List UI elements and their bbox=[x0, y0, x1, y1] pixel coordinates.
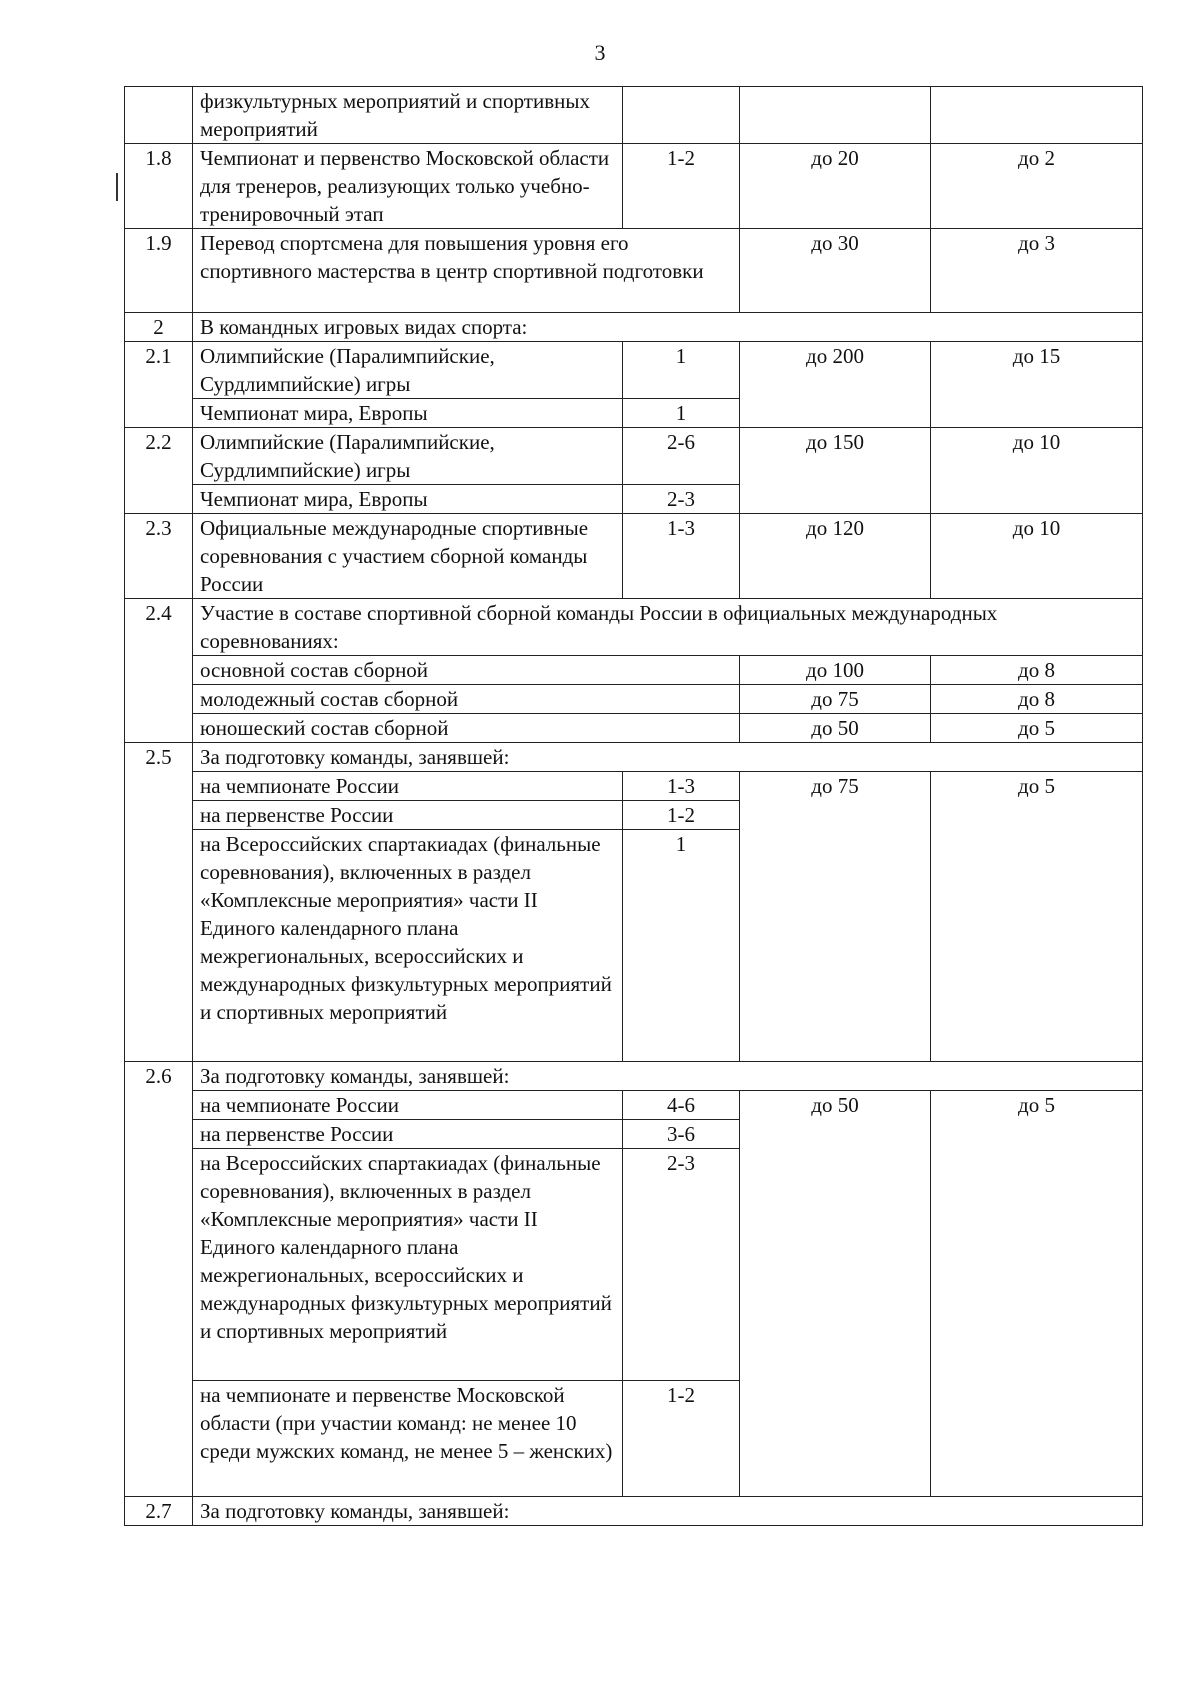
cell-place: 1-3 bbox=[623, 514, 740, 599]
cell-place: 1-3 bbox=[623, 772, 740, 801]
table-row bbox=[125, 599, 1143, 656]
row-number: 2.6 bbox=[125, 1062, 193, 1497]
cell-text: Официальные международные спортивные соревнования с участием сборной команды России bbox=[193, 514, 623, 599]
cell-text: За подготовку команды, занявшей: bbox=[193, 1062, 1143, 1091]
row-number: 2.5 bbox=[125, 743, 193, 1062]
cell-place: 1-2 bbox=[623, 801, 740, 830]
cell-text: основной состав сборной bbox=[193, 656, 740, 685]
table-row bbox=[125, 743, 1143, 772]
cell-text: на чемпионате России bbox=[193, 1091, 623, 1120]
cell-text: Чемпионат мира, Европы bbox=[193, 485, 623, 514]
cell-text: Перевод спортсмена для повышения уровня его спортивного мастерства в центр спортивной подготовки bbox=[193, 229, 740, 313]
cell-text: на первенстве России bbox=[193, 1120, 623, 1149]
cell-text: физкультурных мероприятий и спортивных мероприятий bbox=[193, 87, 623, 144]
cell-value-b: до 10 bbox=[931, 514, 1143, 599]
table-row bbox=[125, 428, 1143, 485]
cell-value-b: до 5 bbox=[931, 714, 1143, 743]
cell-value-b: до 10 bbox=[931, 428, 1143, 514]
cell-text: За подготовку команды, занявшей: bbox=[193, 1497, 1143, 1526]
cell-text: юношеский состав сборной bbox=[193, 714, 740, 743]
cell-value-a: до 150 bbox=[740, 428, 931, 514]
cell-text: на первенстве России bbox=[193, 801, 623, 830]
cell-value-b: до 5 bbox=[931, 1091, 1143, 1497]
cell-value-b: до 15 bbox=[931, 342, 1143, 428]
cell-value-a: до 200 bbox=[740, 342, 931, 428]
cell-text: Участие в составе спортивной сборной команды России в официальных международных соревнованиях: bbox=[193, 599, 1143, 656]
row-number: 2 bbox=[125, 313, 193, 342]
cell-text: на чемпионате и первенстве Московской области (при участии команд: не менее 10 среди мужских команд, не менее 5 – женских) bbox=[193, 1381, 623, 1497]
cell-text: молодежный состав сборной bbox=[193, 685, 740, 714]
row-number: 2.1 bbox=[125, 342, 193, 428]
row-number: 2.4 bbox=[125, 599, 193, 743]
cell-text: на Всероссийских спартакиадах (финальные соревнования), включенных в раздел «Комплексные мероприятия» части II Единого календарного плана межрегиональных, всероссийских и международных физкультурных мероприятий и спортивных мероприятий bbox=[193, 1149, 623, 1381]
cell-place: 1-2 bbox=[623, 1381, 740, 1497]
cell-value-a: до 50 bbox=[740, 714, 931, 743]
cell-place: 3-6 bbox=[623, 1120, 740, 1149]
cell-text: Чемпионат мира, Европы bbox=[193, 399, 623, 428]
cell-place: 2-6 bbox=[623, 428, 740, 485]
table-row bbox=[125, 656, 1143, 685]
cell-text: За подготовку команды, занявшей: bbox=[193, 743, 1143, 772]
cell-value-b: до 3 bbox=[931, 229, 1143, 313]
cell-value-b: до 5 bbox=[931, 772, 1143, 1062]
cell-value-b: до 2 bbox=[931, 144, 1143, 229]
cell-value-b: до 8 bbox=[931, 685, 1143, 714]
cell-place: 1 bbox=[623, 342, 740, 399]
row-number: 2.3 bbox=[125, 514, 193, 599]
table-row bbox=[125, 772, 1143, 801]
cell-value-a: до 50 bbox=[740, 1091, 931, 1497]
cell-text: Чемпионат и первенство Московской области для тренеров, реализующих только учебно-тренировочный этап bbox=[193, 144, 623, 229]
table-row bbox=[125, 1091, 1143, 1120]
cell-value-a: до 75 bbox=[740, 685, 931, 714]
table-row bbox=[125, 1062, 1143, 1091]
cell-place: 1 bbox=[623, 399, 740, 428]
cell-text: на чемпионате России bbox=[193, 772, 623, 801]
row-number: 2.2 bbox=[125, 428, 193, 514]
table-row bbox=[125, 714, 1143, 743]
cell-place: 1 bbox=[623, 830, 740, 1062]
cell-text: Олимпийские (Паралимпийские, Сурдлимпийские) игры bbox=[193, 428, 623, 485]
table-row bbox=[125, 87, 1143, 144]
table-row bbox=[125, 313, 1143, 342]
margin-mark bbox=[116, 173, 118, 201]
row-number: 1.9 bbox=[125, 229, 193, 313]
award-table bbox=[124, 86, 1143, 1526]
table-row bbox=[125, 144, 1143, 229]
cell-place: 1-2 bbox=[623, 144, 740, 229]
table-row bbox=[125, 229, 1143, 313]
cell-value-a: до 30 bbox=[740, 229, 931, 313]
cell-place: 2-3 bbox=[623, 1149, 740, 1381]
cell-value-a: до 100 bbox=[740, 656, 931, 685]
row-number: 1.8 bbox=[125, 144, 193, 229]
cell-value-a: до 120 bbox=[740, 514, 931, 599]
cell-text: Олимпийские (Паралимпийские, Сурдлимпийские) игры bbox=[193, 342, 623, 399]
table-row bbox=[125, 1497, 1143, 1526]
table-row bbox=[125, 685, 1143, 714]
cell-text: на Всероссийских спартакиадах (финальные соревнования), включенных в раздел «Комплексные мероприятия» части II Единого календарного плана межрегиональных, всероссийских и международных физкультурных мероприятий и спортивных мероприятий bbox=[193, 830, 623, 1062]
cell-place: 4-6 bbox=[623, 1091, 740, 1120]
table-row bbox=[125, 342, 1143, 399]
section-heading: В командных игровых видах спорта: bbox=[193, 313, 1143, 342]
table-row bbox=[125, 514, 1143, 599]
cell-value-a: до 75 bbox=[740, 772, 931, 1062]
cell-value-b: до 8 bbox=[931, 656, 1143, 685]
cell-place: 2-3 bbox=[623, 485, 740, 514]
page-number: 3 bbox=[594, 40, 606, 65]
row-number: 2.7 bbox=[125, 1497, 193, 1526]
cell-value-a: до 20 bbox=[740, 144, 931, 229]
